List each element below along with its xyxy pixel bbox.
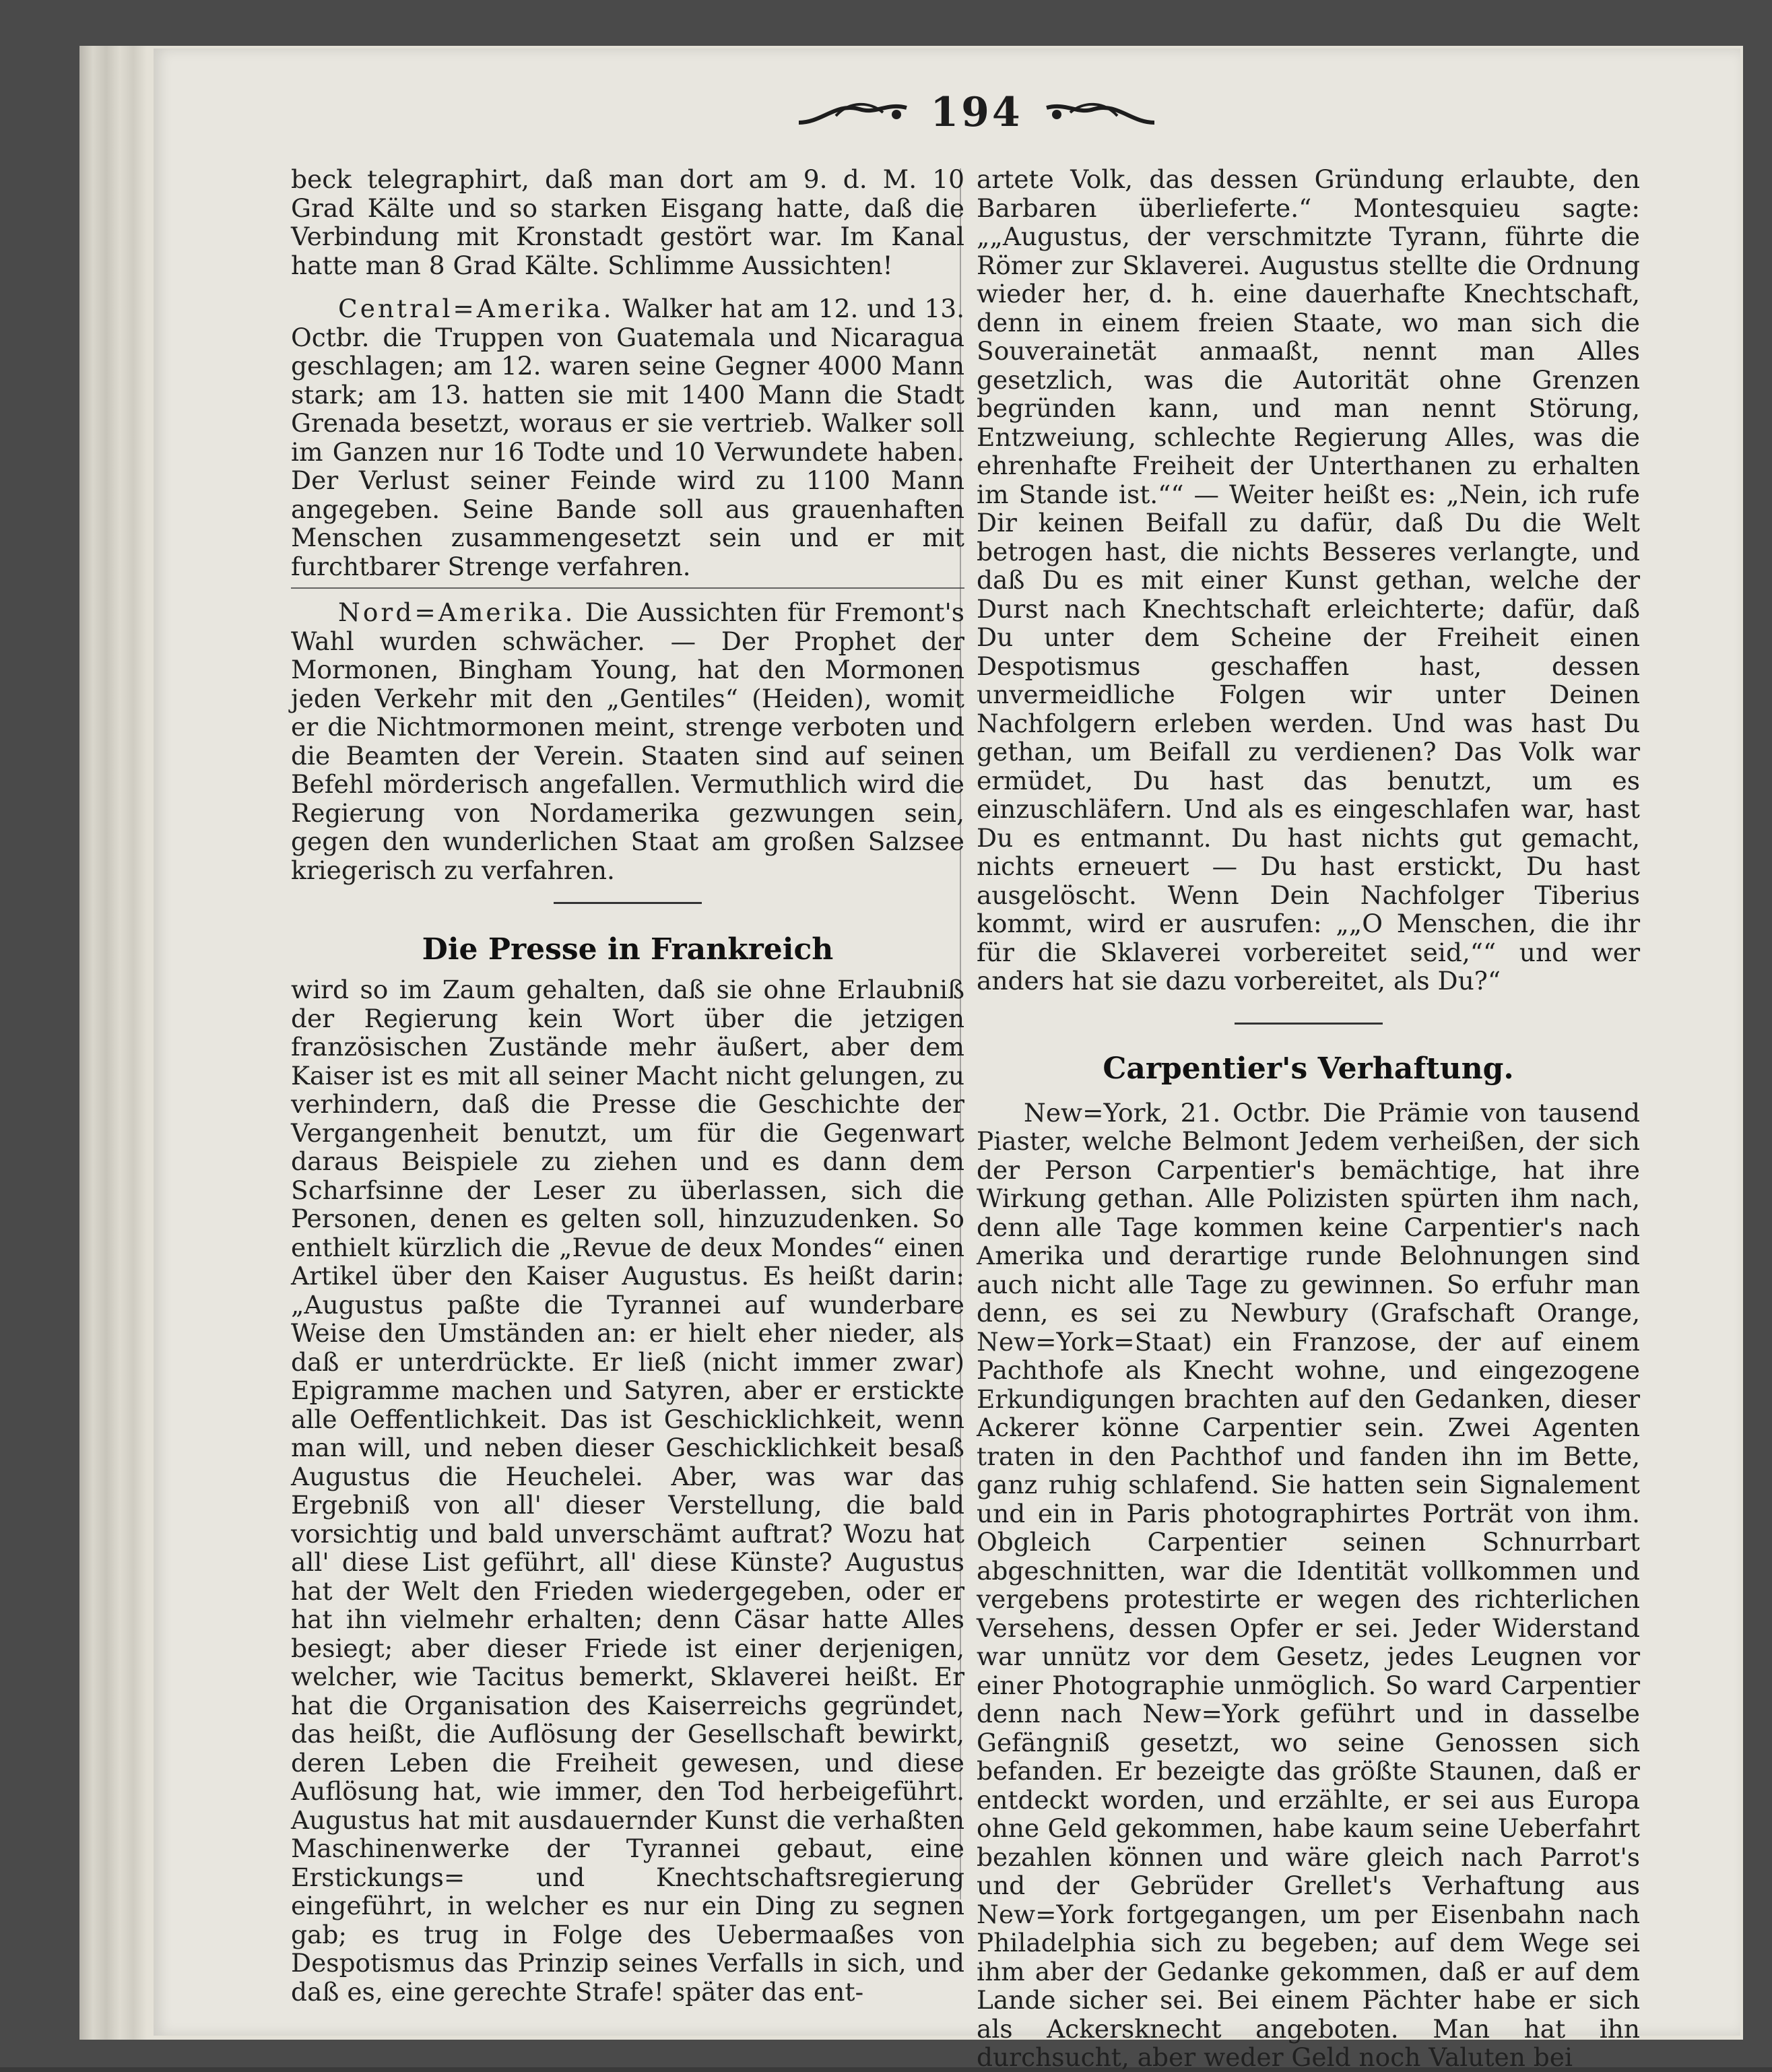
article-body-carpentier: New=York, 21. Octbr. Die Prämie von tausend Piaster, welche Belmont Jedem verheißen, der sich der Person Carpentier's bemächtige, hat ihre Wirkung gethan. Alle Polizisten spürten ihm nach, denn alle Tage kommen keine Carpentier's nach Amerika und derartige runde Belohnungen sind auch nicht alle Tage zu gewinnen. So erfuhr man denn, es sei zu Newbury (Grafschaft Orange, New=York=Staat) ein Franzose, der auf einem Pachthofe als Knecht wohne, und eingezogene Erkundigungen brachten auf den Gedanken, dieser Ackerer könne Carpentier sein. Zwei Agenten traten in den Pachthof und fanden ihn im Bette, ganz ruhig schlafend. Sie hatten sein Signalement und ein in Paris photographirtes Porträt von ihm. Obgleich Carpentier seinen Schnurrbart abgeschnitten, war die Identität vollkommen und vergebens protestirte er wegen des richterlichen Versehens, dessen Opfer er sei. Jeder Widerstand war unnütz vor dem Gesetz, jedes Leugnen vor einer Photographie unmöglich. So ward Carpentier denn nach New=York geführt und in dasselbe Gefängniß gesetzt, wo seine Genossen sich befanden. Er bezeigte das größte Staunen, daß er entdeckt worden, und erzählte, er sei aus Europa ohne Geld gekommen, habe kaum seine Ueberfahrt bezahlen können und wäre gleich nach Parrot's und der Gebrüder Grellet's Verhaftung aus New=York fortgegangen, um per Eisenbahn nach Philadelphia sich zu begeben; auf dem Wege sei ihm aber der Gedanke gekommen, daß er auf dem Lande sicher sei. Bei einem Pächter habe er sich als Ackersknecht angeboten. Man hat ihn durchsucht, aber weder Geld noch Valuten bei xyxy=(977,1097,1640,2072)
central-america-text: Walker hat am 12. und 13. Octbr. die Truppen von Guatemala und Nicaragua geschlagen; am 12. waren seine Gegner 4000 Mann stark; am 13. hatten sie mit 1400 Mann die Stadt Grenada besetzt, woraus er sie vertrieb. Walker soll im Ganzen nur 16 Todte und 10 Verwundete haben. Der Verlust seiner Feinde wird zu 1100 Mann angegeben. Seine Bande soll aus grauenhaften Menschen zusammengesetzt sein und er mit furchtbarer Strenge verfahren. xyxy=(291,294,965,581)
article-body-presse: wird so im Zaum gehalten, daß sie ohne Erlaubniß der Regierung kein Wort über die jetzigen französischen Zustände mehr äußert, aber dem Kaiser ist es mit all seiner Macht nicht gelungen, zu verhindern, daß die Presse die Geschichte der Vergangenheit benutzt, um für die Gegenwart daraus Beispiele zu ziehen und es dann dem Scharfsinne der Leser zu überlassen, sich die Personen, denen es gelten soll, hinzuzudenken. So enthielt kürzlich die „Revue de deux Mondes“ einen Artikel über den Kaiser Augustus. Es heißt darin: „Augustus paßte die Tyrannei auf wunderbare Weise den Umständen an: er hielt eher nieder, als daß er unterdrückte. Er ließ (nicht immer zwar) Epigramme machen und Satyren, aber er erstickte alle Oeffentlichkeit. Das ist Geschicklichkeit, wenn man will, und neben dieser Geschicklichkeit besaß Augustus die Heuchelei. Aber, was war das Ergebniß von all' dieser Verstellung, die bald vorsichtig und bald unverschämt auftrat? Wozu hat all' diese List geführt, all' diese Künste? Augustus hat der Welt den Frieden wiedergegeben, oder er hat ihn vielmehr erhalten; denn Cäsar hatte Alles besiegt; aber dieser Friede ist einer derjenigen, welcher, wie Tacitus bemerkt, Sklaverei heißt. Er hat die Organisation des Kaiserreichs gegründet, das heißt, die Auflösung der Gesellschaft bewirkt, deren Leben die Freiheit gewesen, und diese Auflösung hat, wie immer, den Tod herbeigeführt. Augustus hat mit ausdauernder Kunst die verhaßten Maschinenwerke der Tyrannei gebaut, eine Erstickungs= und Knechtschaftsregierung eingeführt, in welcher es nur ein Ding zu segnen gab; es trug in Folge des Uebermaaßes von Despotismus das Prinzip seines Verfalls in sich, und daß es, eine gerechte Strafe! später das ent- xyxy=(291,975,964,2007)
north-america-lead: Nord=Amerika. xyxy=(338,597,576,627)
article-title-carpentier: Carpentier's Verhaftung. xyxy=(1103,1051,1514,1086)
continuation-paragraph: artete Volk, das dessen Gründung erlaubte, den Barbaren überlieferte.“ Montesquieu sagte: „„Augustus, der verschmitzte Tyrann, führte die Römer zur Sklaverei. Augustus stellte die Ordnung wieder her, d. h. eine dauerhafte Knechtschaft, denn in einem freien Staate, wo man sich die Souverainetät anmaaßt, nennt man Alles gesetzlich, was die Autorität ohne Grenzen begründen kann, und man nennt Störung, Entzweiung, schlechte Regierung Alles, was die ehrenhafte Freiheit der Unterthanen zu erhalten im Stande ist.““ — Weiter heißt es: „Nein, ich rufe Dir keinen Beifall zu dafür, daß Du die Welt betrogen hast, die nichts Besseres verlangte, und daß Du es mit einer Kunst gethan, welche der Durst nach Knechtschaft erleichterte; dafür, daß Du unter dem Scheine der Freiheit einen Despotismus geschaffen hast, dessen unvermeidliche Folgen wir unter Deinen Nachfolgern erleben werden. Und was hast Du gethan, um Beifall zu verdienen? Das Volk war ermüdet, Du hast das benutzt, um es einzuschläfern. Und als es eingeschlafen war, hast Du es entmannt. Du hast nichts gut gemacht, nichts erneuert — Du hast erstickt, Du hast ausgelöscht. Wenn Dein Nachfolger Tiberius kommt, wird er ausrufen: „„O Menschen, die ihr für die Sklaverei vorbereitet seid,““ und wer anders hat sie dazu vorbereitet, als Du?“ xyxy=(977,164,1640,996)
right-column xyxy=(977,165,1640,2072)
right-ornament-icon xyxy=(1043,96,1158,129)
left-ornament-icon xyxy=(795,96,910,129)
page-number: 194 xyxy=(930,89,1023,136)
page-header xyxy=(768,89,1185,136)
central-america-paragraph xyxy=(291,294,964,581)
left-column xyxy=(291,165,964,2006)
section-rule xyxy=(291,587,964,589)
north-america-text: Die Aussichten für Fremont's Wahl wurden schwächer. — Der Prophet der Mormonen, Bingham Young, hat den Mormonen jeden Verkehr mit den „Gentiles“ (Heiden), womit er die Nichtmormonen meint, strenge verboten und die Beamten der Verein. Staaten sind auf seinen Befehl mörderisch angefallen. Vermuthlich wird die Regierung von Nordamerika gezwungen sein, gegen den wunderlichen Staat am großen Salzsee kriegerisch zu verfahren. xyxy=(291,597,964,885)
intro-paragraph: beck telegraphirt, daß man dort am 9. d. M. 10 Grad Kälte und so starken Eisgang hatte, daß die Verbindung mit Kronstadt gestört war. Im Kanal hatte man 8 Grad Kälte. Schlimme Aussichten! xyxy=(291,164,964,280)
central-america-lead: Central=Amerika. xyxy=(338,294,614,323)
article-title-presse: Die Presse in Frankreich xyxy=(422,932,834,967)
north-america-paragraph xyxy=(291,598,964,884)
